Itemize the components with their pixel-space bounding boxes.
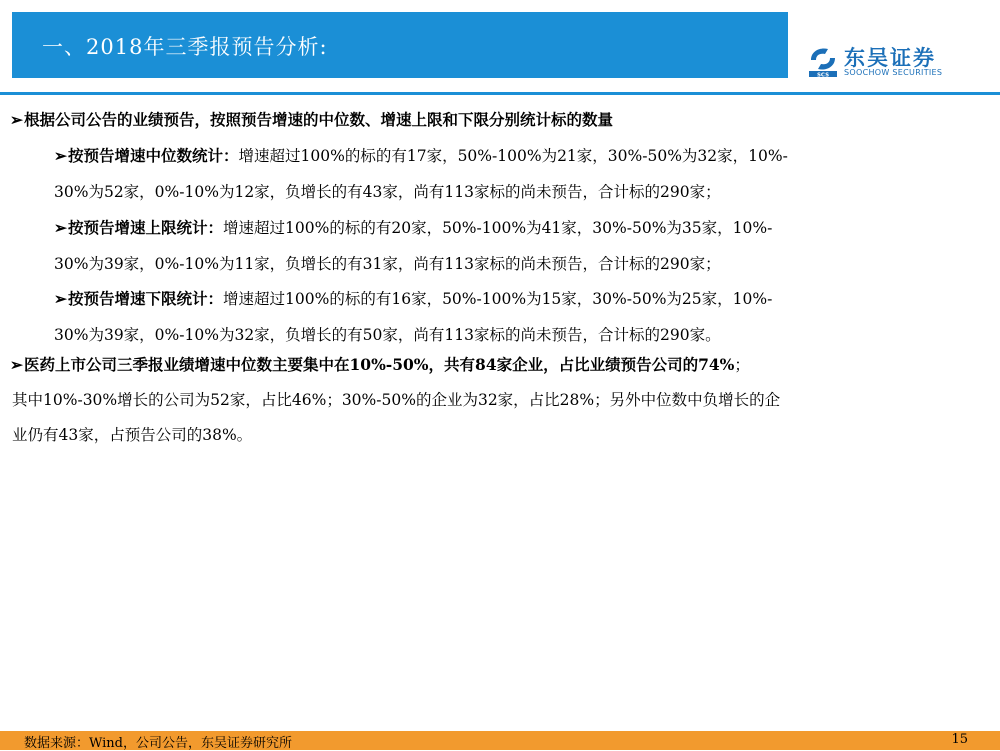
- colon: ：: [207, 289, 224, 308]
- arrow-bullet-icon: ➢: [10, 110, 23, 129]
- bullet-1: [10, 110, 613, 130]
- page-number: 15: [951, 732, 968, 747]
- colon: ：: [207, 218, 224, 237]
- sub-bullet-median-line2: 30%为52家，0%-10%为12家，负增长的有43家，尚有113家标的尚未预告，合计标的290家；: [54, 183, 721, 201]
- logo-mark-icon: [806, 44, 840, 78]
- header-divider: [0, 92, 1000, 95]
- sub-bullet-lower-line2: 30%为39家，0%-10%为32家，负增长的有50家，尚有113家标的尚未预告，合计标的290家。: [54, 326, 721, 344]
- colon: ：: [223, 146, 239, 165]
- title-bar: [12, 12, 788, 78]
- arrow-bullet-icon: ➢: [54, 289, 67, 308]
- sub-bullet-lower-head: 按预告增速下限统计: [68, 289, 208, 308]
- bullet-2: [10, 355, 750, 375]
- bullet-2-line3: 业仍有43家，占预告公司的38%。: [12, 426, 253, 444]
- arrow-bullet-icon: ➢: [10, 355, 23, 374]
- sub-bullet-lower-line1: 增速超过100%的标的有16家，50%-100%为15家，30%-50%为25家，10%-: [223, 290, 773, 308]
- sub-bullet-upper-line1: 增速超过100%的标的有20家，50%-100%为41家，30%-50%为35家，10%-: [223, 219, 773, 237]
- bullet-2-line2: 其中10%-30%增长的公司为52家，占比46%；30%-50%的企业为32家，占比28%；另外中位数中负增长的企: [12, 391, 781, 409]
- company-logo: [806, 44, 956, 80]
- arrow-bullet-icon: ➢: [54, 146, 67, 165]
- bullet-1-text: 根据公司公告的业绩预告，按照预告增速的中位数、增速上限和下限分别统计标的数量: [24, 110, 614, 129]
- sub-bullet-median: [54, 146, 788, 166]
- data-source: 数据来源：Wind，公司公告，东吴证券研究所: [24, 736, 292, 751]
- sub-bullet-lower: [54, 289, 772, 309]
- sub-bullet-median-line1: 增速超过100%的标的有17家，50%-100%为21家，30%-50%为32家，10%-: [238, 147, 788, 165]
- bullet-2-bold-text: 医药上市公司三季报业绩增速中位数主要集中在10%-50%，共有84家企业，占比业绩预告公司的74%: [24, 355, 735, 374]
- footer-bar: [0, 731, 1000, 750]
- sub-bullet-upper-head: 按预告增速上限统计: [68, 218, 208, 237]
- sub-bullet-median-head: 按预告增速中位数统计: [68, 146, 224, 165]
- semicolon: ；: [734, 356, 750, 374]
- sub-bullet-upper: [54, 218, 772, 238]
- logo-name-cn: 东吴证券: [844, 46, 936, 70]
- logo-name-en: SOOCHOW SECURITIES: [844, 68, 943, 77]
- sub-bullet-upper-line2: 30%为39家，0%-10%为11家，负增长的有31家，尚有113家标的尚未预告，合计标的290家；: [54, 255, 721, 273]
- logo-mark-text: SCS: [816, 72, 830, 78]
- arrow-bullet-icon: ➢: [54, 218, 67, 237]
- page-title: 一、2018年三季报预告分析:: [42, 35, 328, 59]
